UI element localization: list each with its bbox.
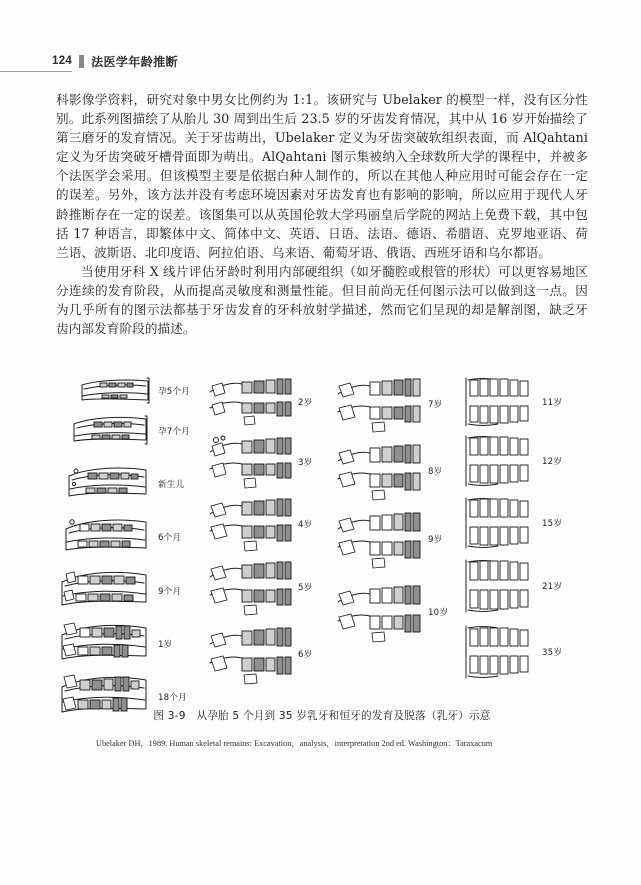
age-label: 3岁 xyxy=(298,458,313,468)
age-label: 11岁 xyxy=(542,398,563,408)
figure-row xyxy=(208,556,312,618)
figure-row xyxy=(208,374,312,430)
figure-column-1 xyxy=(56,374,208,703)
jaw-diagram xyxy=(336,374,424,434)
age-label: 8岁 xyxy=(428,467,443,477)
age-label: 6个月 xyxy=(158,533,182,543)
jaw-diagram xyxy=(336,580,424,644)
figure-row xyxy=(208,494,312,554)
jaw-diagram xyxy=(208,432,294,492)
jaw-diagram xyxy=(208,556,294,618)
age-label: 7岁 xyxy=(428,400,443,410)
age-label: 新生儿 xyxy=(158,480,185,490)
age-label: 孕7个月 xyxy=(158,427,191,437)
figure-caption: 图 3-9 从孕胎 5 个月到 35 岁乳牙和恒牙的发育及脱落（乳牙）示意 xyxy=(153,710,491,722)
figure-source-citation: Ubelaker DH，1989. Human skeletal remains: Excavation，analysis，interpretation 2nd ed. Washington：Taraxacum xyxy=(96,739,493,748)
age-label: 6岁 xyxy=(298,650,313,660)
page-number: 124 xyxy=(52,55,73,67)
jaw-diagram xyxy=(60,514,154,560)
jaw-diagram xyxy=(464,432,538,490)
age-label: 4岁 xyxy=(298,520,313,530)
figure-row xyxy=(464,432,562,490)
figure-row xyxy=(464,622,562,682)
jaw-diagram xyxy=(56,566,154,616)
figure-row xyxy=(336,580,448,644)
jaw-diagram xyxy=(56,618,154,670)
age-label: 18个月 xyxy=(158,693,187,703)
age-label: 5岁 xyxy=(298,583,313,593)
jaw-diagram xyxy=(336,508,424,570)
header-bar-icon xyxy=(79,55,84,68)
jaw-diagram xyxy=(336,440,424,502)
figure-row xyxy=(78,374,190,408)
jaw-diagram xyxy=(208,622,294,686)
figure-row xyxy=(464,494,562,552)
figure-row xyxy=(56,566,181,616)
running-head xyxy=(52,50,592,72)
figure-column-2 xyxy=(208,374,336,694)
jaw-diagram xyxy=(464,556,538,616)
figure-3-9 xyxy=(56,374,588,703)
running-title: 法医学年龄推断 xyxy=(91,54,178,69)
jaw-diagram xyxy=(70,412,154,450)
jaw-diagram xyxy=(208,374,294,430)
age-label: 35岁 xyxy=(542,648,563,658)
figure-row xyxy=(208,432,312,492)
figure-row xyxy=(60,514,181,560)
figure-row xyxy=(336,440,442,502)
age-label: 2岁 xyxy=(298,398,313,408)
figure-row xyxy=(70,412,190,450)
jaw-diagram xyxy=(78,374,154,408)
body-text xyxy=(56,90,588,338)
jaw-diagram xyxy=(464,494,538,552)
jaw-diagram xyxy=(464,374,538,430)
paragraph-1: 科影像学资料，研究对象中男女比例约为 1:1。该研究与 Ubelaker 的模型一样，没有区分性别。此系列图描绘了从胎儿 30 周到出生后 23.5 岁的牙齿发育情况，其中从 16 岁开始描绘了第三磨牙的发育情况。关于牙齿萌出，Ubelaker 定义为牙齿突破软组织表面，而 AlQahtani 定义为牙齿突破牙槽骨面即为萌出。AlQahtani 图示集被纳入全球数所大学的课程中，并被多个法医学会采用。但该模型主要是依据白种人制作的，所以在其他人种应用时可能会存在一定的误差。另外，该方法并没有考虑环境因素对牙齿发育也有影响的影响，所以应用于现代人牙龄推断存在一定的误差。该图集可以从英国伦敦大学玛丽皇后学院的网站上免费下载，其中包括 17 种语言，即繁体中文、简体中文、英语、日语、法语、德语、希腊语、克罗地亚语、荷兰语、波斯语、北印度语、阿拉伯语、乌来语、葡萄牙语、俄语、西班牙语和乌尔都语。 xyxy=(56,92,588,260)
age-label: 21岁 xyxy=(542,582,563,592)
jaw-diagram xyxy=(208,494,294,554)
age-label: 15岁 xyxy=(542,519,563,529)
figure-row xyxy=(64,462,184,506)
figure-row xyxy=(56,618,172,670)
age-label: 10岁 xyxy=(428,608,449,618)
figure-row xyxy=(336,508,442,570)
figure-column-3 xyxy=(336,374,464,694)
age-label: 孕5个月 xyxy=(158,387,191,397)
jaw-diagram xyxy=(464,622,538,682)
figure-column-4 xyxy=(464,374,588,694)
figure-row xyxy=(336,374,442,434)
age-label: 9岁 xyxy=(428,535,443,545)
figure-row xyxy=(208,622,312,686)
figure-row xyxy=(464,374,562,430)
age-label: 12岁 xyxy=(542,457,563,467)
figure-row xyxy=(464,556,562,616)
age-label: 9个月 xyxy=(158,587,182,597)
header-rule xyxy=(0,71,72,72)
jaw-diagram xyxy=(64,462,154,506)
age-label: 1岁 xyxy=(158,640,173,650)
paragraph-2: 当使用牙科 X 线片评估牙龄时利用内部硬组织（如牙髓腔或根管的形状）可以更容易地区分连续的发育阶段，从而提高灵敏度和测量性能。但目前尚无任何图示法可以做到这一点。因为几乎所有的图示法都基于牙齿发育的牙科放射学描述，然而它们呈现的却是解剖图，缺乏牙齿内部发育阶段的描述。 xyxy=(56,263,588,337)
